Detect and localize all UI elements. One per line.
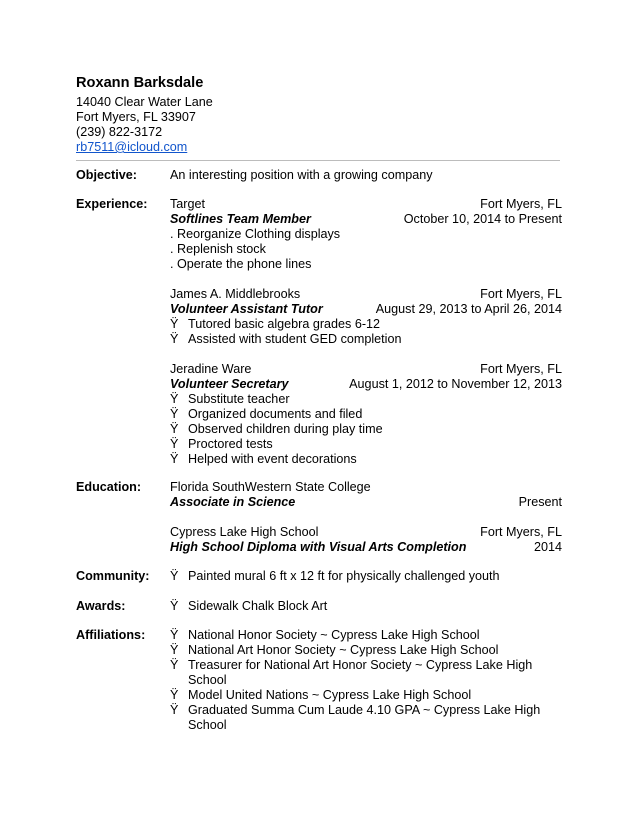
job-duty: . Replenish stock <box>170 242 266 256</box>
job-company: James A. Middlebrooks <box>170 287 301 301</box>
job-duty: Ÿ Organized documents and filed <box>170 407 363 421</box>
degree-title: High School Diploma with Visual Arts Completion <box>170 540 467 554</box>
objective-label: Objective: <box>76 168 137 182</box>
job-duty: Ÿ Substitute teacher <box>170 392 290 406</box>
bullet-icon: Ÿ <box>170 392 179 406</box>
job-duty: . Reorganize Clothing displays <box>170 227 341 241</box>
bullet-icon: Ÿ <box>170 407 179 421</box>
job-entry <box>170 197 562 272</box>
affiliations-label: Affiliations: <box>76 628 146 642</box>
applicant-name: Roxann Barksdale <box>76 75 204 91</box>
contact-header <box>76 75 213 155</box>
objective-text: An interesting position with a growing company <box>170 168 433 182</box>
header-divider <box>76 160 560 161</box>
address-line-2: Fort Myers, FL 33907 <box>76 110 196 124</box>
bullet-icon: Ÿ <box>170 452 179 466</box>
email-link[interactable]: rb7511@icloud.com <box>76 140 188 154</box>
bullet-icon: Ÿ <box>170 628 179 642</box>
school-name: Cypress Lake High School <box>170 525 319 539</box>
degree-date: 2014 <box>533 540 562 554</box>
experience-label: Experience: <box>76 197 148 211</box>
job-dates: August 29, 2013 to April 26, 2014 <box>375 302 562 316</box>
bullet-icon: Ÿ <box>170 332 179 346</box>
school-entry <box>170 525 562 555</box>
job-company: Target <box>170 197 206 211</box>
school-name: Florida SouthWestern State College <box>170 480 371 494</box>
address-line-1: 14040 Clear Water Lane <box>76 95 213 109</box>
job-title: Volunteer Assistant Tutor <box>170 302 323 316</box>
job-title: Volunteer Secretary <box>170 377 289 391</box>
job-dates: October 10, 2014 to Present <box>403 212 562 226</box>
community-item: Ÿ Painted mural 6 ft x 12 ft for physically challenged youth <box>170 569 500 583</box>
education-label: Education: <box>76 480 142 494</box>
job-duty: Ÿ Tutored basic algebra grades 6-12 <box>170 317 381 331</box>
job-location: Fort Myers, FL <box>480 287 562 301</box>
school-location: Fort Myers, FL <box>480 525 562 539</box>
bullet-icon: Ÿ <box>170 422 179 436</box>
job-duty: Ÿ Proctored tests <box>170 437 273 451</box>
job-entry <box>170 362 562 467</box>
bullet-icon: Ÿ <box>170 688 179 702</box>
bullet-icon: Ÿ <box>170 643 179 657</box>
job-location: Fort Myers, FL <box>480 197 562 211</box>
school-entry <box>170 480 562 510</box>
affiliation-item: Ÿ National Honor Society ~ Cypress Lake High School <box>170 628 480 642</box>
phone-number: (239) 822-3172 <box>76 125 163 139</box>
affiliation-item: Ÿ Model United Nations ~ Cypress Lake High School <box>170 688 472 702</box>
degree-title: Associate in Science <box>170 495 296 509</box>
bullet-icon: Ÿ <box>170 317 179 331</box>
affiliation-item: Ÿ Treasurer for National Art Honor Society ~ Cypress Lake High School <box>170 658 533 687</box>
job-location: Fort Myers, FL <box>480 362 562 376</box>
bullet-icon: Ÿ <box>170 703 179 717</box>
affiliation-item: Ÿ National Art Honor Society ~ Cypress Lake High School <box>170 643 499 657</box>
job-duty: Ÿ Observed children during play time <box>170 422 383 436</box>
job-duty: . Operate the phone lines <box>170 257 312 271</box>
job-duty: Ÿ Assisted with student GED completion <box>170 332 402 346</box>
award-item: Ÿ Sidewalk Chalk Block Art <box>170 599 328 613</box>
job-dates: August 1, 2012 to November 12, 2013 <box>349 377 562 391</box>
affiliation-item: Ÿ Graduated Summa Cum Laude 4.10 GPA ~ Cypress Lake High School <box>170 703 541 732</box>
bullet-icon: Ÿ <box>170 569 179 583</box>
awards-label: Awards: <box>76 599 126 613</box>
job-title: Softlines Team Member <box>170 212 311 226</box>
job-entry <box>170 287 562 347</box>
bullet-icon: Ÿ <box>170 437 179 451</box>
job-company: Jeradine Ware <box>170 362 252 376</box>
bullet-icon: Ÿ <box>170 599 179 613</box>
degree-date: Present <box>518 495 562 509</box>
bullet-icon: Ÿ <box>170 658 179 672</box>
job-duty: Ÿ Helped with event decorations <box>170 452 357 466</box>
community-label: Community: <box>76 569 150 583</box>
